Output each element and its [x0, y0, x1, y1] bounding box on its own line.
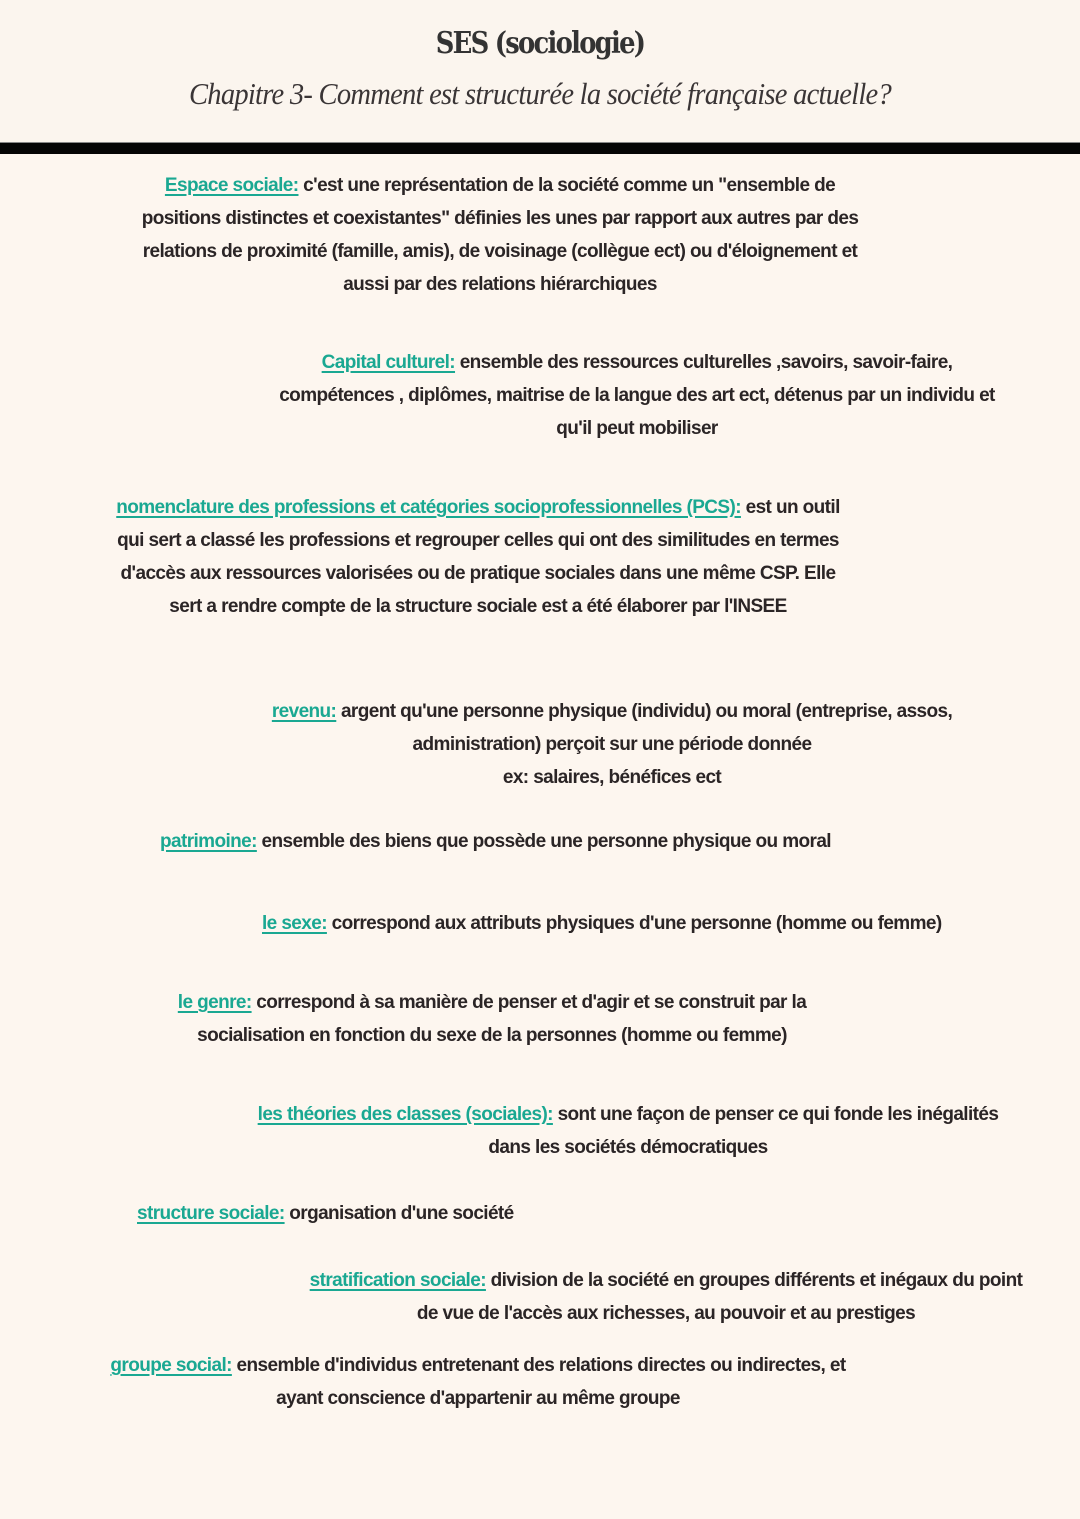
chapter-subtitle: Chapitre 3- Comment est structurée la société française actuelle? — [189, 76, 891, 111]
definition-le-sexe: le sexe: correspond aux attributs physiques d'une personne (homme ou femme) — [262, 913, 942, 934]
term-groupe-social: groupe social: — [110, 1355, 232, 1376]
term-pcs: nomenclature des professions et catégories socioprofessionnelles (PCS): — [116, 497, 741, 518]
definition-espace-sociale: Espace sociale: c'est une représentation de la société comme un "ensemble de positions distinctes et coexistantes" définies les unes par rapport aux autres par des relations de proximité (famille, amis), de voisinage (collègue ect) ou d'éloignement et aussi par des relations hiérarchiques — [141, 175, 859, 295]
term-structure-sociale: structure sociale: — [137, 1203, 285, 1224]
page-title: SES (sociologie) — [435, 26, 645, 61]
term-espace-sociale: Espace sociale: — [164, 175, 299, 196]
term-capital-culturel: Capital culturel: — [321, 352, 456, 373]
definition-revenu: revenu: argent qu'une personne physique (individu) ou moral (entreprise, assos, administration) perçoit sur une période donnée ex: salaires, bénéfices ect — [271, 701, 953, 788]
definition-theories-des-classes: les théories des classes (sociales): sont une façon de penser ce qui fonde les inégalités dans les sociétés démocratiques — [257, 1104, 999, 1158]
definition-le-genre: le genre: correspond à sa manière de penser et d'agir et se construit par la socialisation en fonction du sexe de la personnes (homme ou femme) — [177, 992, 807, 1046]
term-le-sexe: le sexe: — [262, 913, 327, 934]
definition-capital-culturel: Capital culturel: ensemble des ressources culturelles ,savoirs, savoir-faire, compétences , diplômes, maitrise de la langue des art ect, détenus par un individu et qu'il peut mobiliser — [279, 352, 995, 439]
definition-stratification-sociale: stratification sociale: division de la société en groupes différents et inégaux du point de vue de l'accès aux richesses, au pouvoir et au prestiges — [309, 1270, 1023, 1324]
term-revenu: revenu: — [271, 701, 337, 722]
term-le-genre: le genre: — [177, 992, 252, 1013]
term-stratification-sociale: stratification sociale: — [309, 1270, 486, 1291]
definition-pcs: nomenclature des professions et catégories socioprofessionnelles (PCS): est un outil qui sert a classé les professions et regrouper celles qui ont des similitudes en termes d'accès aux ressources valorisées ou de pratique sociales dans une même CSP. Elle sert a rendre compte de la structure sociale est a été élaborer par l'INSEE — [116, 497, 840, 617]
definition-structure-sociale: structure sociale: organisation d'une société — [137, 1203, 514, 1224]
page-header — [0, 0, 1080, 142]
term-theories-des-classes: les théories des classes (sociales): — [257, 1104, 553, 1125]
definition-patrimoine: patrimoine: ensemble des biens que possède une personne physique ou moral — [160, 831, 831, 852]
definition-groupe-social: groupe social: ensemble d'individus entretenant des relations directes ou indirectes, et ayant conscience d'appartenir au même groupe — [110, 1355, 846, 1409]
header-divider — [0, 142, 1080, 154]
term-patrimoine: patrimoine: — [160, 831, 257, 852]
